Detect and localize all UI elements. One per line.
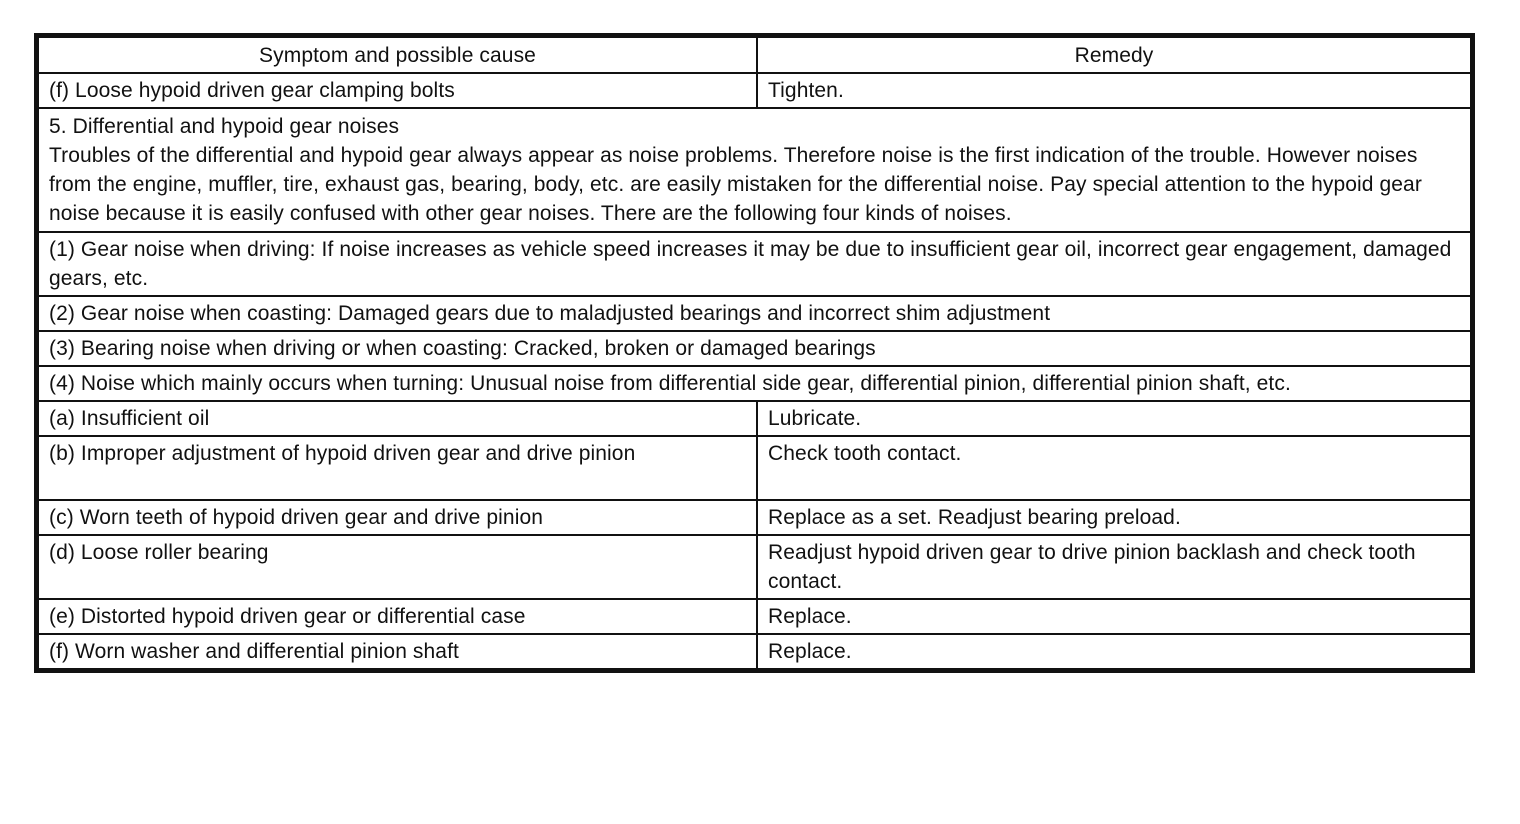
section-description: Troubles of the differential and hypoid gear always appear as noise problems. Therefore noise is the first indication of the trouble. However noises from the engine, muffler, tire, exhaust gas, bearing, body, etc. are easily mistaken for the differential noise. Pay special attention to the hypoid gear noise because it is easily confused with other gear noises. There are the following four kinds of noises.: [49, 144, 1422, 225]
cause-cell: (e) Distorted hypoid driven gear or differential case: [38, 599, 757, 634]
table-row: [38, 500, 1471, 535]
troubleshooting-table: [37, 36, 1472, 670]
table-header-row: [38, 37, 1471, 73]
remedy-cell: Tighten.: [757, 73, 1471, 108]
remedy-cell: Replace.: [757, 599, 1471, 634]
remedy-cell: Check tooth contact.: [757, 436, 1471, 500]
noise-type-cell: (4) Noise which mainly occurs when turning: Unusual noise from differential side gear, differential pinion, differential pinion shaft, etc.: [38, 366, 1471, 401]
remedy-cell: Replace as a set. Readjust bearing preload.: [757, 500, 1471, 535]
cause-cell: (f) Worn washer and differential pinion shaft: [38, 634, 757, 669]
section-title: 5. Differential and hypoid gear noises: [49, 115, 400, 138]
noise-type-cell: (2) Gear noise when coasting: Damaged gears due to maladjusted bearings and incorrect shim adjustment: [38, 296, 1471, 331]
remedy-cell: Replace.: [757, 634, 1471, 669]
noise-type-row: [38, 296, 1471, 331]
section-cell: [38, 108, 1471, 232]
cause-cell: (d) Loose roller bearing: [38, 535, 757, 599]
cause-cell: (b) Improper adjustment of hypoid driven gear and drive pinion: [38, 436, 757, 500]
noise-type-row: [38, 331, 1471, 366]
noise-type-row: [38, 366, 1471, 401]
symptom-column-header: Symptom and possible cause: [38, 37, 757, 73]
remedy-cell: Lubricate.: [757, 401, 1471, 436]
table-row: [38, 436, 1471, 500]
cause-cell: (c) Worn teeth of hypoid driven gear and drive pinion: [38, 500, 757, 535]
table-row: [38, 73, 1471, 108]
section-row: [38, 108, 1471, 232]
troubleshooting-table-frame: [34, 33, 1475, 673]
cause-cell: (f) Loose hypoid driven gear clamping bolts: [38, 73, 757, 108]
remedy-cell: Readjust hypoid driven gear to drive pinion backlash and check tooth contact.: [757, 535, 1471, 599]
remedy-column-header: Remedy: [757, 37, 1471, 73]
table-row: [38, 401, 1471, 436]
table-row: [38, 535, 1471, 599]
noise-type-row: [38, 232, 1471, 296]
cause-cell: (a) Insufficient oil: [38, 401, 757, 436]
table-row: [38, 634, 1471, 669]
table-row: [38, 599, 1471, 634]
noise-type-cell: (1) Gear noise when driving: If noise increases as vehicle speed increases it may be due to insufficient gear oil, incorrect gear engagement, damaged gears, etc.: [38, 232, 1471, 296]
noise-type-cell: (3) Bearing noise when driving or when coasting: Cracked, broken or damaged bearings: [38, 331, 1471, 366]
